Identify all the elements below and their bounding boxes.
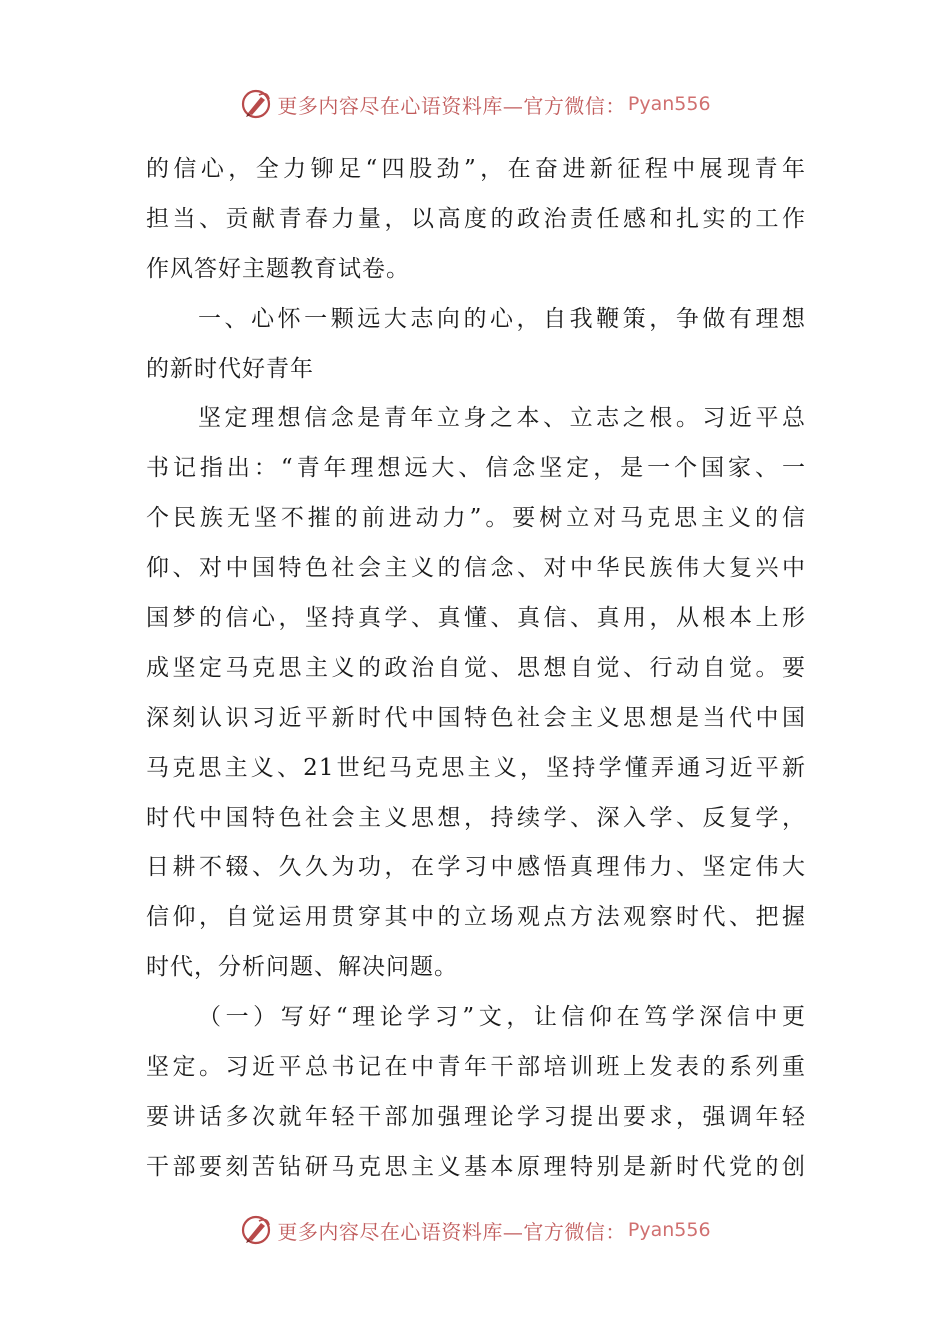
document-body — [146, 145, 806, 1193]
text-line: 坚定理想信念是青年立身之本、立志之根。习近平总 — [198, 405, 806, 432]
header-watermark-banner — [0, 82, 950, 126]
pen-logo-icon — [239, 87, 273, 121]
text-line: 时代，分析问题、解决问题。 — [146, 954, 458, 981]
text-line: 干部要刻苦钻研马克思主义基本原理特别是新时代党的创 — [146, 1153, 806, 1180]
text-line: 担当、贡献青春力量，以高度的政治责任感和扎实的工作 — [146, 205, 806, 232]
text-line: 国梦的信心，坚持真学、真懂、真信、真用，从根本上形 — [146, 605, 806, 632]
text-line: 信仰，自觉运用贯穿其中的立场观点方法观察时代、把握 — [146, 904, 806, 931]
text-line: 仰、对中国特色社会主义的信念、对中华民族伟大复兴中 — [146, 555, 806, 582]
text-line: 深刻认识习近平新时代中国特色社会主义思想是当代中国 — [146, 704, 806, 731]
footer-watermark-banner — [0, 1208, 950, 1252]
text-line: 的信心，全力铆足“四股劲”，在奋进新征程中展现青年 — [146, 156, 806, 182]
banner-text: 更多内容尽在心语资料库—官方微信： — [277, 1219, 626, 1244]
pen-logo-icon — [239, 1213, 273, 1247]
text-line: 书记指出：“青年理想远大、信念坚定，是一个国家、一 — [146, 455, 806, 482]
text-line: 要讲话多次就年轻干部加强理论学习提出要求，强调年轻 — [146, 1103, 806, 1130]
section-heading-line: 一、心怀一颗远大志向的心，自我鞭策，争做有理想 — [198, 305, 806, 332]
text-line: 时代中国特色社会主义思想，持续学、深入学、反复学， — [146, 804, 806, 831]
banner-wechat-id: Pyan556 — [627, 1219, 711, 1241]
section-heading-line: 的新时代好青年 — [146, 355, 314, 382]
text-line: 作风答好主题教育试卷。 — [146, 255, 410, 282]
subsection-heading-line: （一）写好“理论学习”文，让信仰在笃学深信中更 — [198, 1004, 806, 1031]
banner-text: 更多内容尽在心语资料库—官方微信： — [277, 93, 626, 118]
text-line: 个民族无坚不摧的前进动力”。要树立对马克思主义的信 — [146, 505, 806, 532]
text-line: 日耕不辍、久久为功，在学习中感悟真理伟力、坚定伟大 — [146, 854, 806, 881]
text-line: 成坚定马克思主义的政治自觉、思想自觉、行动自觉。要 — [146, 654, 806, 681]
banner-wechat-id: Pyan556 — [627, 93, 711, 115]
text-line: 马克思主义、21世纪马克思主义，坚持学懂弄通习近平新 — [146, 754, 806, 781]
text-line: 坚定。习近平总书记在中青年干部培训班上发表的系列重 — [146, 1054, 806, 1081]
